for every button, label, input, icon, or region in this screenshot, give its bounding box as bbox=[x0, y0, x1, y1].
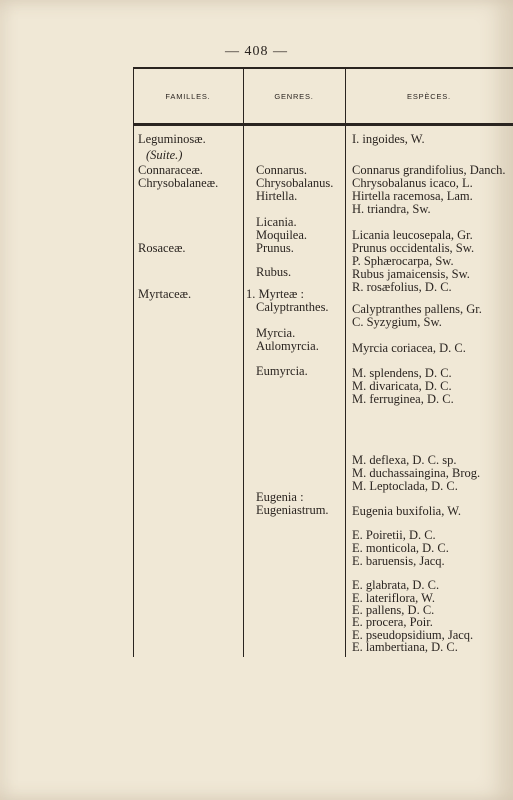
column-rule-left bbox=[133, 67, 134, 657]
especes-cell: E. pallens, D. C. bbox=[352, 603, 435, 617]
especes-cell: E. procera, Poir. bbox=[352, 615, 433, 629]
genres-cell: Eugenia : bbox=[256, 490, 304, 504]
especes-cell: R. rosæfolius, D. C. bbox=[352, 280, 452, 294]
especes-cell: M. deflexa, D. C. sp. bbox=[352, 453, 457, 467]
especes-cell: M. Leptoclada, D. C. bbox=[352, 479, 458, 493]
table-top-rule bbox=[133, 67, 513, 69]
especes-cell: E. glabrata, D. C. bbox=[352, 578, 440, 592]
familles-cell: Rosaceæ. bbox=[138, 241, 186, 255]
familles-cell: (Suite.) bbox=[146, 148, 183, 162]
genres-cell: Prunus. bbox=[256, 241, 294, 255]
genres-cell: Rubus. bbox=[256, 265, 292, 279]
especes-cell: P. Sphærocarpa, Sw. bbox=[352, 254, 454, 268]
especes-cell: Rubus jamaicensis, Sw. bbox=[352, 267, 470, 281]
especes-cell: I. ingoides, W. bbox=[352, 132, 425, 146]
familles-cell: Leguminosæ. bbox=[138, 132, 206, 146]
especes-cell: Myrcia coriacea, D. C. bbox=[352, 341, 466, 355]
especes-cell: M. duchassaingina, Brog. bbox=[352, 466, 481, 480]
especes-cell: Eugenia buxifolia, W. bbox=[352, 504, 462, 518]
especes-cell: Connarus grandifolius, Danch. bbox=[352, 163, 506, 177]
familles-cell: Chrysobalaneæ. bbox=[138, 176, 219, 190]
especes-cell: E. lateriflora, W. bbox=[352, 591, 435, 605]
especes-cell: Licania leucosepala, Gr. bbox=[352, 228, 473, 242]
genres-cell: Connarus. bbox=[256, 163, 308, 177]
genres-cell: Hirtella. bbox=[256, 189, 298, 203]
especes-cell: E. pseudopsidium, Jacq. bbox=[352, 628, 474, 642]
especes-cell: Prunus occidentalis, Sw. bbox=[352, 241, 475, 255]
genres-cell: Moquilea. bbox=[256, 228, 308, 242]
especes-cell: M. divaricata, D. C. bbox=[352, 379, 452, 393]
genres-cell: Aulomyrcia. bbox=[256, 339, 319, 353]
genres-cell: Eugeniastrum. bbox=[256, 503, 329, 517]
column-rule-genres bbox=[345, 67, 346, 657]
especes-cell: E. baruensis, Jacq. bbox=[352, 554, 445, 568]
header-rule bbox=[133, 123, 513, 126]
familles-cell: Connaraceæ. bbox=[138, 163, 203, 177]
especes-cell: M. ferruginea, D. C. bbox=[352, 392, 454, 406]
especes-cell: Hirtella racemosa, Lam. bbox=[352, 189, 473, 203]
especes-cell: H. triandra, Sw. bbox=[352, 202, 431, 216]
genres-cell: 1. Myrteæ : bbox=[246, 287, 304, 301]
especes-cell: E. Poiretii, D. C. bbox=[352, 528, 436, 542]
genres-cell: Chrysobalanus. bbox=[256, 176, 334, 190]
especes-cell: E. monticola, D. C. bbox=[352, 541, 449, 555]
page-number: — 408 — bbox=[225, 44, 288, 59]
especes-cell: M. splendens, D. C. bbox=[352, 366, 452, 380]
header-genres: GENRES. bbox=[274, 92, 314, 101]
especes-cell: Chrysobalanus icaco, L. bbox=[352, 176, 473, 190]
genres-cell: Calyptranthes. bbox=[256, 300, 329, 314]
especes-cell: E. lambertiana, D. C. bbox=[352, 640, 458, 654]
column-rule-familles bbox=[243, 67, 244, 657]
familles-cell: Myrtaceæ. bbox=[138, 287, 192, 301]
especes-cell: C. Syzygium, Sw. bbox=[352, 315, 442, 329]
genres-cell: Licania. bbox=[256, 215, 297, 229]
genres-cell: Eumyrcia. bbox=[256, 364, 308, 378]
genres-cell: Myrcia. bbox=[256, 326, 296, 340]
header-familles: FAMILLES. bbox=[165, 92, 211, 101]
especes-cell: Calyptranthes pallens, Gr. bbox=[352, 302, 482, 316]
header-especes: ESPÈCES. bbox=[407, 92, 451, 101]
